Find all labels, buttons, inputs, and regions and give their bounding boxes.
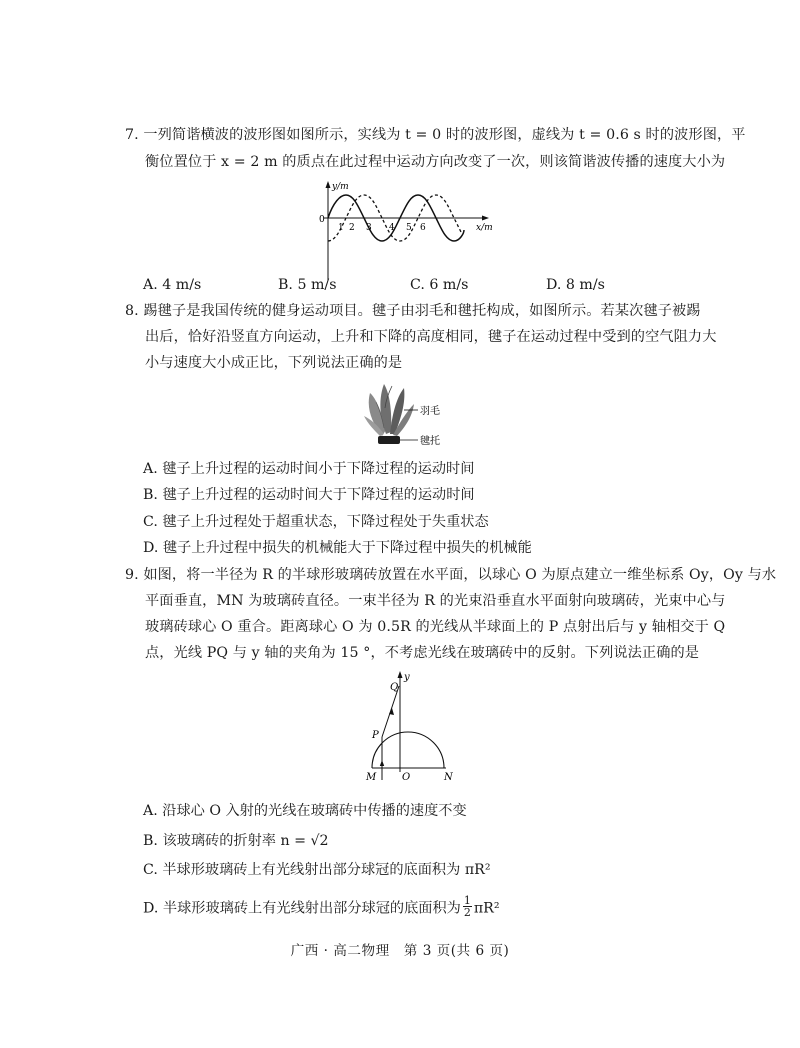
q9-option-d-fraction [463, 895, 472, 918]
q9-label-p: P [372, 730, 379, 741]
shuttlecock-base [378, 436, 400, 444]
q9-line-1: 9. 如图，将一半径为 R 的半球形玻璃砖放置在水平面，以球心 O 为原点建立一维坐标系 Oy，Oy 与水 [125, 567, 777, 583]
q7-option-b[interactable]: B. 5 m/s [278, 277, 337, 293]
q9-label-m: M [366, 772, 377, 783]
q9-line-3: 玻璃砖球心 O 重合。距离球心 O 为 0.5R 的光线从半球面上的 P 点射出后与 y 轴相交于 Q [145, 619, 726, 635]
q7-y-label: y/m [332, 182, 349, 192]
q8-shuttlecock-figure [362, 378, 452, 450]
q9-line-2: 平面垂直，MN 为玻璃砖直径。一束半径为 R 的光束沿垂直水平面射向玻璃砖，光束中心与 [145, 593, 726, 609]
q7-x-label: x/m [476, 223, 493, 233]
q7-tick-4: 4 [389, 223, 395, 233]
page-footer: 广西 · 高二物理 第 3 页(共 6 页) [290, 943, 510, 959]
q7-option-a[interactable]: A. 4 m/s [143, 277, 202, 293]
q8-label-feather: 羽毛 [420, 406, 440, 417]
q7-tick-5: 5 [406, 223, 412, 233]
q8-line-1: 8. 踢毽子是我国传统的健身运动项目。毽子由羽毛和毽托构成，如图所示。若某次毽子被踢 [125, 303, 701, 319]
q8-label-base: 毽托 [420, 436, 440, 447]
q8-line-2: 出后，恰好沿竖直方向运动，上升和下降的高度相同，毽子在运动过程中受到的空气阻力大 [145, 329, 717, 345]
q9-label-y: y [404, 672, 410, 683]
q9-option-b[interactable]: B. 该玻璃砖的折射率 n = √2 [143, 833, 329, 849]
q9-line-4: 点，光线 PQ 与 y 轴的夹角为 15 °，不考虑光线在玻璃砖中的反射。下列说法正确的是 [145, 645, 700, 661]
q8-line-3: 小与速度大小成正比，下列说法正确的是 [145, 355, 403, 371]
q7-line-1: 7. 一列简谐横波的波形图如图所示，实线为 t = 0 时的波形图，虚线为 t = 0.6 s 时的波形图，平 [125, 127, 746, 143]
q9-label-n: N [444, 772, 453, 783]
fraction-numerator: 1 [463, 894, 471, 907]
q7-option-d[interactable]: D. 8 m/s [546, 277, 605, 293]
q9-option-d-prefix: D. 半球形玻璃砖上有光线射出部分球冠的底面积为 [143, 900, 461, 917]
q8-option-c[interactable]: C. 毽子上升过程处于超重状态，下降过程处于失重状态 [143, 514, 489, 530]
q7-wave-figure [316, 178, 496, 283]
q8-option-a[interactable]: A. 毽子上升过程的运动时间小于下降过程的运动时间 [143, 461, 475, 477]
q7-tick-2: 2 [349, 223, 355, 233]
q9-option-d-suffix: πR² [473, 900, 500, 917]
fraction-denominator: 2 [463, 906, 471, 919]
q8-option-d[interactable]: D. 毽子上升过程中损失的机械能大于下降过程中损失的机械能 [143, 540, 532, 556]
q9-option-a[interactable]: A. 沿球心 O 入射的光线在玻璃砖中传播的速度不变 [143, 803, 467, 819]
q9-option-c[interactable]: C. 半球形玻璃砖上有光线射出部分球冠的底面积为 πR² [143, 862, 491, 878]
q7-origin-label: 0 [319, 215, 325, 225]
q9-option-d[interactable] [143, 894, 500, 920]
q7-line-2: 衡位置位于 x = 2 m 的质点在此过程中运动方向改变了一次，则该简谐波传播的速度大小为 [145, 154, 726, 170]
q7-tick-3: 3 [366, 223, 372, 233]
q9-hemisphere-figure [358, 668, 458, 786]
q7-tick-1: 1 [338, 223, 344, 233]
q9-label-o: O [402, 772, 411, 783]
q7-tick-6: 6 [420, 223, 426, 233]
q9-label-q: Q [390, 682, 399, 693]
q7-option-c[interactable]: C. 6 m/s [410, 277, 469, 293]
q8-option-b[interactable]: B. 毽子上升过程的运动时间大于下降过程的运动时间 [143, 487, 475, 503]
